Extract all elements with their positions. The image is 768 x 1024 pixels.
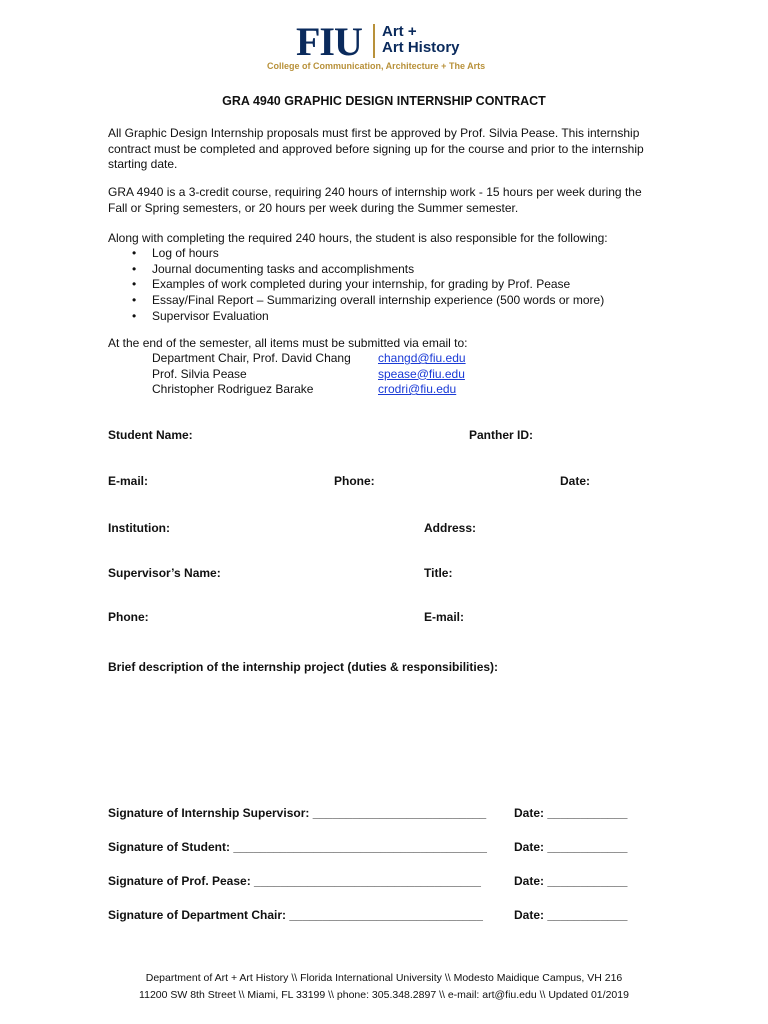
- date-label: Date:: [560, 474, 591, 488]
- bullet-icon: •: [132, 293, 137, 308]
- contact-email-link[interactable]: spease@fiu.edu: [378, 366, 465, 381]
- chair-signature-line: Signature of Department Chair: _____________________________: [108, 908, 483, 922]
- supervisor-name-label: Supervisor’s Name:: [108, 566, 221, 580]
- student-signature-line: Signature of Student: ______________________________________: [108, 840, 487, 854]
- logo-department-line2: Art History: [382, 39, 460, 56]
- supervisor-phone-label: Phone:: [108, 610, 149, 624]
- bullet-icon: •: [132, 308, 137, 323]
- supervisor-signature-date: Date: ____________: [514, 806, 628, 820]
- student-name-label: Student Name:: [108, 428, 193, 442]
- logo-divider: [373, 24, 375, 58]
- list-item: • Journal documenting tasks and accomplishments: [132, 261, 415, 276]
- bullet-icon: •: [132, 277, 137, 292]
- contact-name: Christopher Rodriguez Barake: [152, 382, 314, 396]
- supervisor-title-label: Title:: [424, 566, 453, 580]
- list-item: • Examples of work completed during your internship, for grading by Prof. Pease: [132, 277, 571, 292]
- submission-intro: At the end of the semester, all items must be submitted via email to:: [108, 336, 468, 350]
- pease-signature-line: Signature of Prof. Pease: __________________________________: [108, 874, 481, 888]
- phone-label: Phone:: [334, 474, 375, 488]
- list-item: • Log of hours: [132, 246, 219, 260]
- address-label: Address:: [424, 521, 477, 535]
- chair-signature-date: Date: ____________: [514, 908, 628, 922]
- bullet-icon: •: [132, 246, 137, 260]
- list-item: • Supervisor Evaluation: [132, 308, 269, 323]
- contact-email-link[interactable]: changd@fiu.edu: [378, 351, 466, 365]
- college-name: College of Communication, Architecture + The Arts: [267, 61, 486, 71]
- email-label: E-mail:: [108, 474, 149, 488]
- project-description-label: Brief description of the internship project (duties & responsibilities):: [108, 660, 499, 674]
- contact-email-link[interactable]: crodri@fiu.edu: [378, 382, 457, 396]
- intro-paragraph: All Graphic Design Internship proposals must first be approved by Prof. Silvia Pease. This internship contract must be completed and approved before signing up for the course and prior to the internship starting date.: [108, 126, 644, 171]
- contact-name: Department Chair, Prof. David Chang: [152, 351, 351, 365]
- course-paragraph: GRA 4940 is a 3-credit course, requiring 240 hours of internship work - 15 hours per week during the Fall or Spring semesters, or 20 hours per week during the Summer semester.: [108, 185, 642, 215]
- footer-address-line1: Department of Art + Art History \\ Florida International University \\ Modesto Maidique Campus, VH 216: [145, 972, 623, 984]
- contact-name: Prof. Silvia Pease: [152, 366, 247, 381]
- requirements-list: [108, 246, 604, 325]
- institution-label: Institution:: [108, 521, 170, 535]
- bullet-icon: •: [132, 261, 137, 276]
- pease-signature-date: Date: ____________: [514, 874, 628, 888]
- supervisor-email-label: E-mail:: [424, 610, 465, 624]
- logo-department-line1: Art +: [382, 23, 417, 40]
- panther-id-label: Panther ID:: [469, 428, 534, 442]
- responsibilities-intro: Along with completing the required 240 hours, the student is also responsible for the following:: [108, 231, 608, 245]
- fiu-logo-mark: FIU: [296, 19, 362, 64]
- supervisor-signature-line: Signature of Internship Supervisor: __________________________: [108, 806, 487, 820]
- list-item: • Essay/Final Report – Summarizing overall internship experience (500 words or more): [132, 293, 605, 308]
- document-title: GRA 4940 GRAPHIC DESIGN INTERNSHIP CONTRACT: [222, 94, 546, 108]
- footer-address-line2: 11200 SW 8th Street \\ Miami, FL 33199 \\ phone: 305.348.2897 \\ e-mail: art@fiu.edu \\ Updated 01/2019: [139, 989, 629, 1001]
- student-signature-date: Date: ____________: [514, 840, 628, 854]
